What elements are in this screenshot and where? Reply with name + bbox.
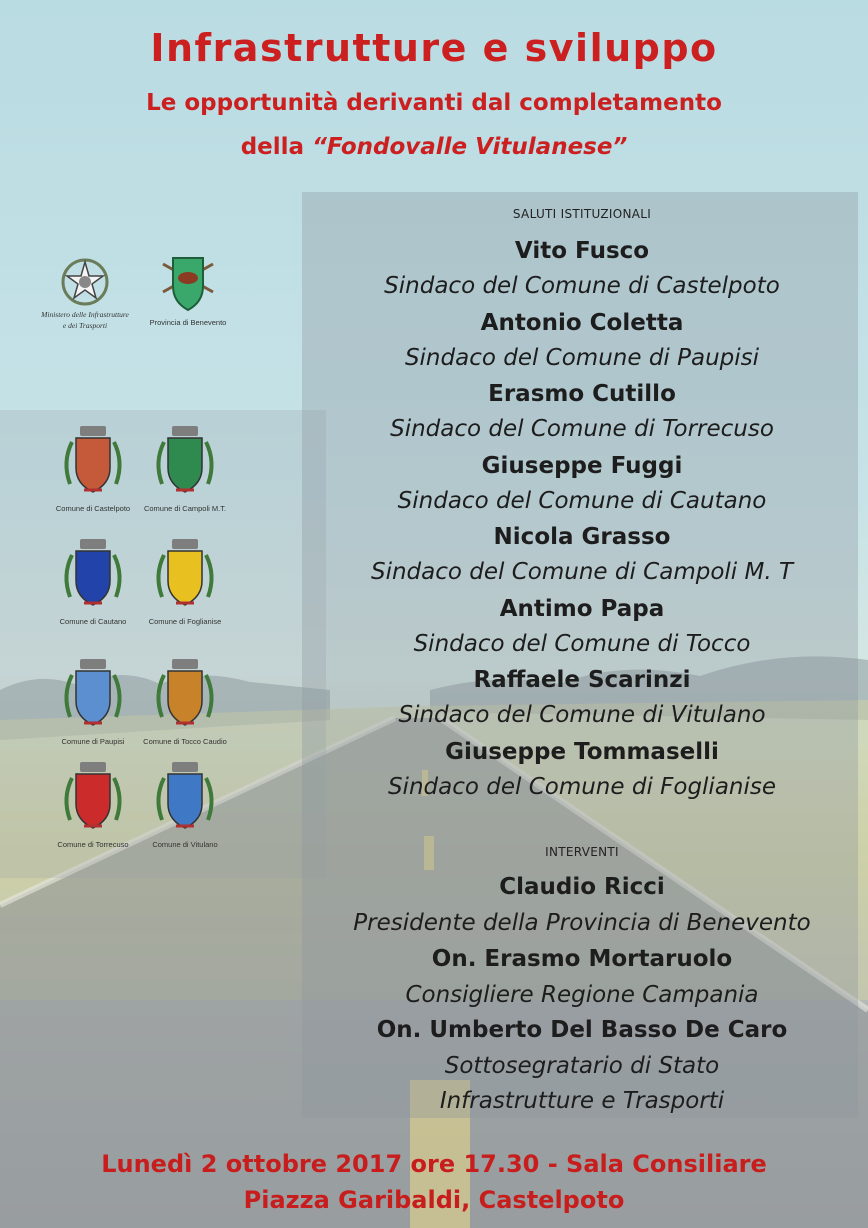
foglianise-crest-icon <box>150 535 220 615</box>
speaker-name: Raffaele Scarinzi <box>473 667 691 693</box>
comune-crest <box>130 655 240 746</box>
crest-caption: Comune di Vitulano <box>152 840 218 849</box>
speaker-name: Nicola Grasso <box>493 524 671 550</box>
crest-caption: Comune di Paupisi <box>61 737 125 746</box>
torrecuso-crest-icon <box>58 758 128 838</box>
speaker-name: On. Umberto Del Basso De Caro <box>376 1017 788 1043</box>
speaker-name: Erasmo Cutillo <box>488 381 676 407</box>
speaker-role: Sindaco del Comune di Cautano <box>397 487 767 514</box>
speaker-name: Antonio Coletta <box>480 309 684 336</box>
speaker-role: Sindaco del Comune di Vitulano <box>398 702 766 728</box>
event-date-time: Lunedì 2 ottobre 2017 ore 17.30 - Sala Consiliare <box>101 1150 767 1178</box>
crest-caption: Comune di Campoli M.T. <box>143 504 227 513</box>
speaker-role: Sindaco del Comune di Campoli M. T <box>370 559 794 585</box>
castelpoto-crest-icon <box>58 422 128 502</box>
ministry-caption-line2: e dei Trasporti <box>62 321 108 330</box>
event-location: Piazza Garibaldi, Castelpoto <box>243 1186 625 1214</box>
subtitle-line-2 <box>0 134 868 160</box>
comune-crest <box>130 535 240 626</box>
crest-caption: Comune di Tocco Caudio <box>143 737 227 746</box>
subtitle-prefix: della <box>240 134 313 160</box>
comune-crest <box>130 758 240 849</box>
paupisi-crest-icon <box>58 655 128 735</box>
speaker-role-line2: Infrastrutture e Trasporti <box>439 1088 725 1114</box>
ministry-caption-line1: Ministero delle Infrastrutture <box>41 310 129 319</box>
speaker-role: Sindaco del Comune di Torrecuso <box>390 416 774 442</box>
interventi-label: INTERVENTI <box>545 845 619 859</box>
saluti-label: SALUTI ISTITUZIONALI <box>512 207 652 221</box>
comune-crest <box>130 422 240 513</box>
provincia-logo <box>138 252 238 327</box>
speaker-name: Antimo Papa <box>499 595 665 622</box>
speaker-name: Giuseppe Fuggi <box>481 452 683 479</box>
italian-republic-emblem-icon <box>59 256 111 308</box>
speaker-role: Sindaco del Comune di Foglianise <box>387 773 777 800</box>
speaker-role: Sottosegratario di Stato <box>444 1053 720 1079</box>
speaker-role: Consigliere Regione Campania <box>405 981 759 1008</box>
subtitle-line-1: Le opportunità derivanti dal completamento <box>146 90 722 116</box>
speaker-role: Sindaco del Comune di Tocco <box>413 630 751 657</box>
page-title: Infrastrutture e sviluppo <box>150 26 718 70</box>
speaker-role: Sindaco del Comune di Paupisi <box>404 344 760 371</box>
campoli-crest-icon <box>150 422 220 502</box>
crest-caption: Comune di Foglianise <box>148 617 222 626</box>
cautano-crest-icon <box>58 535 128 615</box>
speaker-role: Sindaco del Comune di Castelpoto <box>384 273 780 299</box>
subtitle-road-name: “Fondovalle Vitulanese” <box>312 134 628 160</box>
speaker-name: On. Erasmo Mortaruolo <box>431 945 733 972</box>
speaker-name: Vito Fusco <box>514 238 650 264</box>
crest-caption: Comune di Castelpoto <box>55 504 131 513</box>
provincia-benevento-shield-icon <box>155 252 221 316</box>
vitulano-crest-icon <box>150 758 220 838</box>
provincia-caption: Provincia di Benevento <box>149 318 227 327</box>
speaker-name: Claudio Ricci <box>499 874 665 900</box>
speaker-role: Presidente della Provincia di Benevento <box>353 910 811 936</box>
ministry-logo <box>30 256 140 330</box>
crest-caption: Comune di Torrecuso <box>57 840 129 849</box>
crest-caption: Comune di Cautano <box>59 617 127 626</box>
speaker-name: Giuseppe Tommaselli <box>445 738 719 765</box>
tocco-caudio-crest-icon <box>150 655 220 735</box>
